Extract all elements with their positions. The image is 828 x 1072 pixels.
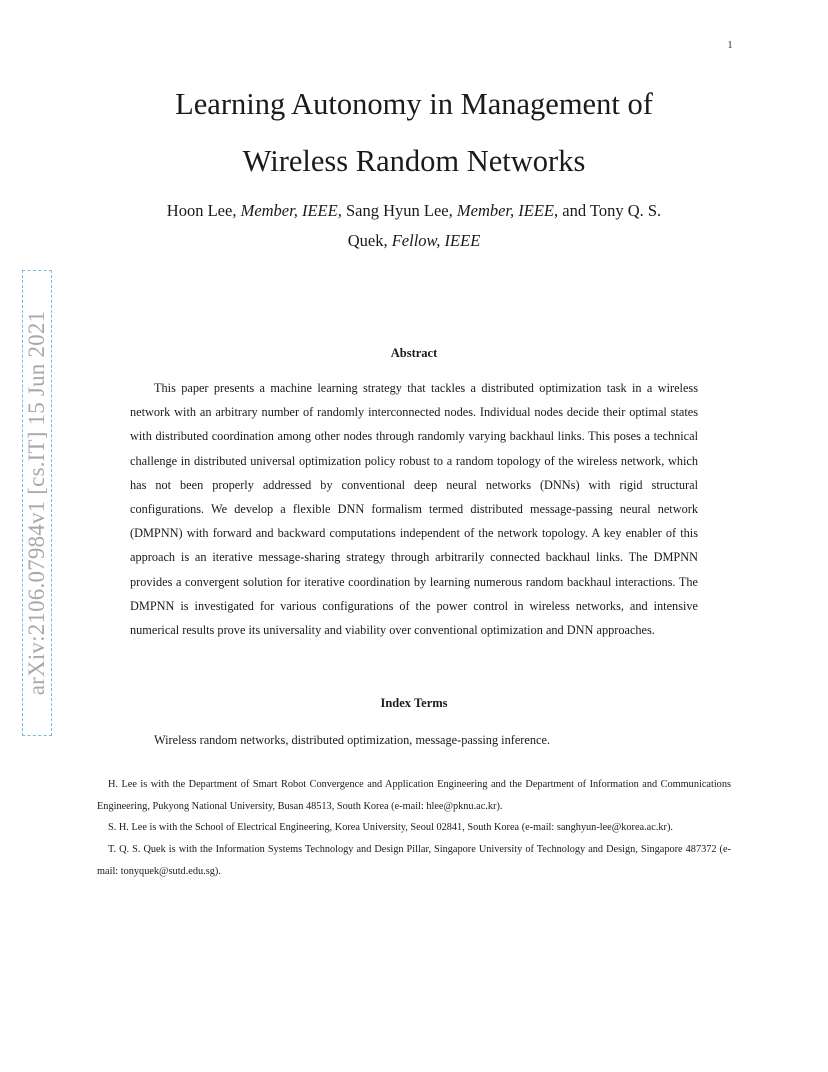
index-terms-body: Wireless random networks, distributed optimization, message-passing inference. — [154, 733, 550, 747]
author-2-role: Member, IEEE — [456, 201, 555, 220]
title-line-2: Wireless Random Networks — [242, 144, 586, 178]
footnote-2: S. H. Lee is with the School of Electrical Engineering, Korea University, Seoul 02841, South Korea (e-mail: sanghyun-lee@korea.ac.kr). — [108, 822, 673, 834]
author-3-name: , and Tony Q. S. — [554, 201, 662, 220]
arxiv-identifier: arXiv:2106.07984v1 [cs.IT] 15 Jun 2021 — [24, 310, 49, 696]
author-3-role: Fellow, IEEE — [391, 231, 481, 250]
author-1-role: Member, IEEE — [240, 201, 338, 220]
author-2-name: , Sang Hyun Lee, — [337, 201, 457, 220]
paper-title — [80, 76, 748, 190]
author-list — [100, 196, 728, 256]
author-footnotes — [97, 774, 731, 883]
author-3-name-cont: Quek, — [347, 231, 392, 250]
footnote-3: T. Q. S. Quek is with the Information Systems Technology and Design Pillar, Singapore University of Technology and Design, Singapore 487372 (e-mail: tonyquek@sutd.edu.sg). — [97, 844, 731, 877]
author-1-name: Hoon Lee, — [166, 201, 241, 220]
arxiv-stamp[interactable] — [22, 270, 52, 736]
page-number: 1 — [727, 40, 733, 51]
author-line-1 — [100, 196, 728, 226]
title-line-1: Learning Autonomy in Management of — [175, 87, 653, 121]
abstract-body: This paper presents a machine learning strategy that tackles a distributed optimization task in a wireless network with an arbitrary number of randomly interconnected nodes. Individual nodes decide their optimal states with distributed coordination among other nodes through randomly varying backhaul links. This poses a technical challenge in distributed universal optimization policy robust to a random topology of the wireless network, which has not been properly addressed by conventional deep neural networks (DNNs) with rigid structural configurations. We develop a flexible DNN formalism termed distributed message-passing neural network (DMPNN) with forward and backward computations independent of the network topology. A key enabler of this approach is an iterative message-sharing strategy through arbitrarily connected backhaul links. The DMPNN provides a convergent solution for iterative coordination by learning numerous random backhaul interactions. The DMPNN is investigated for various configurations of the power control in wireless networks, and intensive numerical results prove its universality and viability over conventional optimization and DNN approaches. — [130, 381, 698, 638]
abstract-heading: Abstract — [390, 346, 438, 360]
author-line-2 — [100, 226, 728, 256]
index-terms-heading: Index Terms — [380, 696, 448, 710]
footnote-1: H. Lee is with the Department of Smart Robot Convergence and Application Engineering and the Department of Information and Communications Engineering, Pukyong National University, Busan 48513, South Korea (e-mail: hlee@pknu.ac.kr). — [97, 779, 731, 812]
